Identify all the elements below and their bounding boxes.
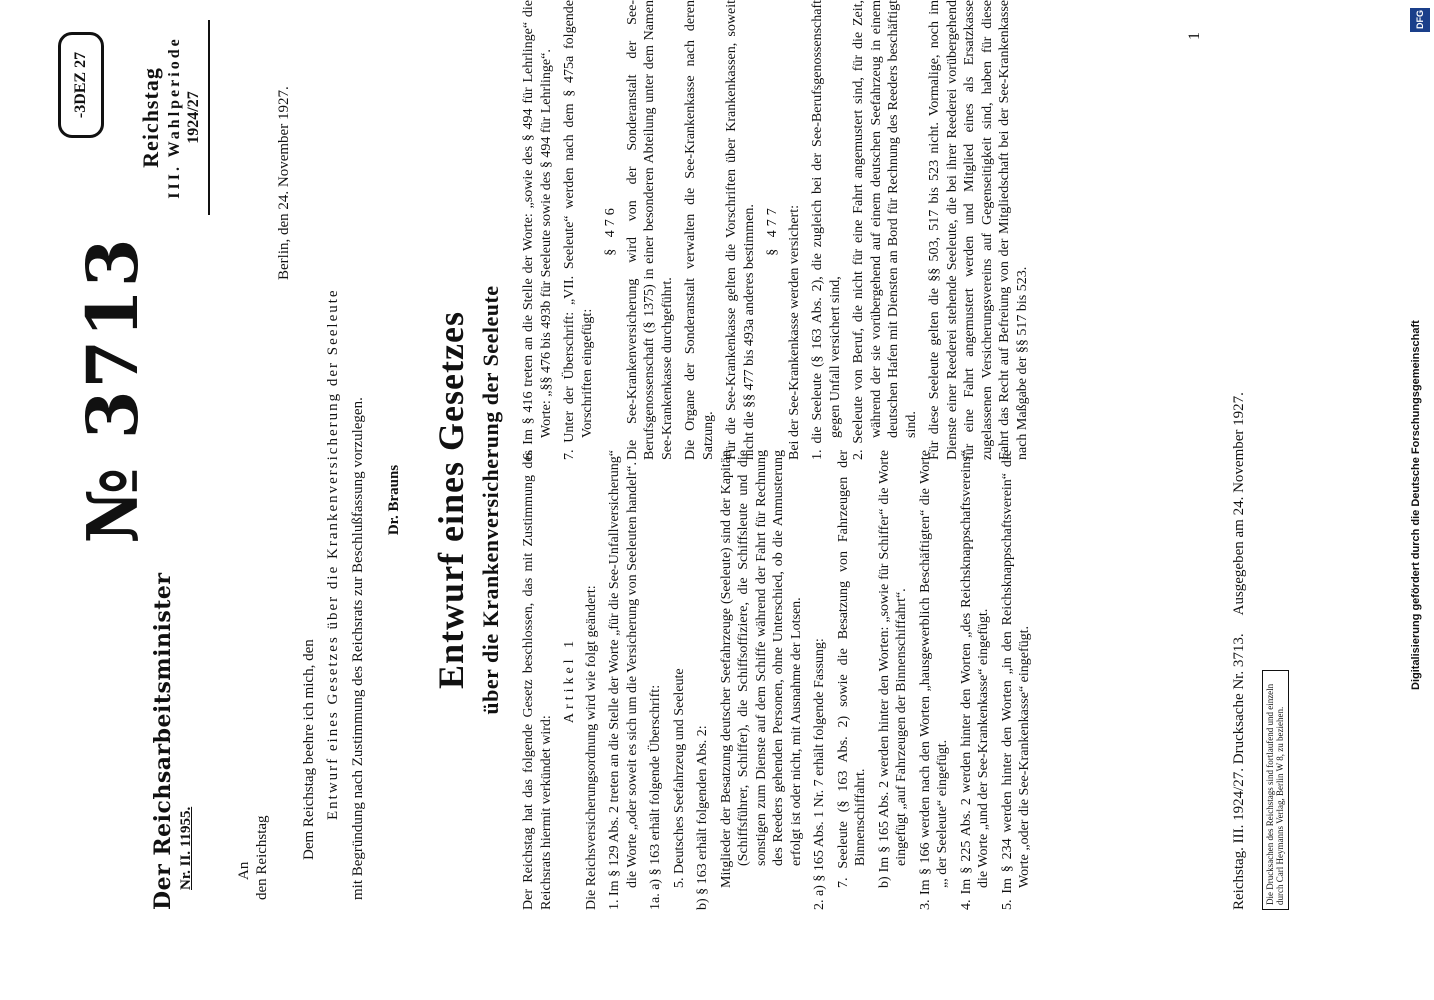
dfg-logo: DFG <box>1410 8 1430 32</box>
list-item: 4. Im § 225 Abs. 2 werden hinter den Worten „des Reichsknappschaftsvereins“ die Worte „und der See-Krankenkasse“ eingefügt. <box>958 450 991 910</box>
intro-line-1: Dem Reichstag beehre ich mich, den <box>301 639 317 860</box>
document-subtitle: über die Krankenversicherung der Seeleute <box>478 285 503 715</box>
list-item: 1a. a) § 163 erhält folgende Überschrift: <box>648 684 663 910</box>
footer-note-box: Die Drucksachen des Reichstags sind fortlaufend und einzeln durch Carl Heymanns Verlag, Berlin W 8, zu beziehen. <box>1262 670 1289 910</box>
footer-reference: Reichstag. III. 1924/27. Drucksache Nr. 3713. <box>1231 633 1247 910</box>
list-item: 7. Unter der Überschrift: „VII. Seeleute“ werden nach dem § 475a folgende Vorschriften eingefügt: <box>562 0 595 460</box>
digitization-sidebar <box>1404 0 1434 1000</box>
years-label: 1924/27 <box>185 91 203 144</box>
section-heading: § 476 <box>603 204 618 256</box>
intro-line-3: mit Begründung nach Zustimmung des Reichsrats zur Beschlußfassung vorzulegen. <box>349 397 366 900</box>
footer-note-row <box>1262 10 1289 910</box>
list-item: 7. Seeleute (§ 163 Abs. 2) sowie die Besatzung von Fahrzeugen der Binnenschiffahrt. <box>835 450 868 888</box>
preamble: Der Reichstag hat das folgende Gesetz beschlossen, das mit Zustimmung des Reichsrats hiermit verkündet wird: <box>521 450 554 910</box>
left-column <box>520 450 1040 910</box>
list-item: b) § 163 erhält folgenden Abs. 2: <box>695 725 710 910</box>
document-number: № 3713 <box>71 236 154 544</box>
list-item: 5. Im § 234 werden hinter den Worten „in den Reichsknappschaftsverein“ die Worte „oder die See-Krankenkasse“ eingefügt. <box>999 450 1032 910</box>
article-heading: Artikel 1 <box>562 636 577 724</box>
date-line: Berlin, den 24. November 1927. <box>276 86 292 280</box>
list-item: b) Im § 165 Abs. 2 werden hinter den Worten: „sowie für Schiffer“ die Worte eingefügt „auf Fahrzeugen der Binnenschiffahrt“. <box>876 450 909 888</box>
digitization-note: Digitalisierung gefördert durch die Deutsche Forschungsgemeinschaft <box>1410 320 1422 690</box>
footer <box>1230 10 1248 910</box>
intro-text <box>300 40 373 900</box>
list-item: 5. Deutsches Seefahrzeug und Seeleute <box>671 668 687 888</box>
list-item: 6. Im § 416 treten an die Stelle der Worte: „sowie des § 494 für Lehrlinge“ die Worte: „§§ 476 bis 493b für Seeleute sowie des § 494 für Lehrlinge“. <box>521 0 554 460</box>
ministry-header <box>150 550 195 910</box>
list-item: 1. die Seeleute (§ 163 Abs. 2), die zugleich bei der See-Berufsgenossenschaft gegen Unfall versichert sind, <box>810 0 843 460</box>
paragraph: Für diese Seeleute gelten die §§ 503, 517 bis 523 nicht. Vormalige, noch im Dienste einer Reederei stehende Seeleute, die bei ihrer Reederei vorübergehend für eine Fahrt angemustert werden und Mitglied eines als Ersatzkasse zugelassenen Versicherungsvereins auf Gegenseitigkeit sind, haben für diese Fahrt das Recht auf Befreiung von der Mitgliedschaft bei der See-Krankenkasse nach Maßgabe der §§ 517 bis 523. <box>927 0 1030 460</box>
date-stamp: -3DEZ 27 <box>58 32 104 138</box>
address-line-1: An <box>236 861 252 880</box>
list-item: 2. Seeleute von Beruf, die nicht für eine Fahrt angemustert sind, für die Zeit, während der sie vorübergehend auf einem deutschen Seefahrzeug in einem deutschen Hafen mit Diensten an Bord für Rechnung des Reeders beschäftigt sind. <box>851 0 919 460</box>
list-item: 1. Im § 129 Abs. 2 treten an die Stelle der Worte „für die See-Unfallversicherung“ die Worte „oder soweit es sich um die Versicherung von Seeleuten handelt“. <box>607 450 640 910</box>
list-item: Mitglieder der Besatzung deutscher Seefahrzeuge (Seeleute) sind der Kapitän (Schiffsführer, Schiffer), die Schiffsoffiziere, die Schiffsleute und die sonstigen zum Dienste auf dem Schiffe während der Fahrt für Rechnung des Reeders gehenden Personen, ohne Unterschied, ob die Anmusterung erfolgt ist oder nicht, mit Ausnahme der Lotsen. <box>718 450 804 888</box>
signature: Dr. Brauns <box>386 464 402 536</box>
paragraph: Die Reichsversicherungsordnung wird wie folgt geändert: <box>583 585 599 910</box>
file-number: Nr. II. 11955. <box>177 806 194 890</box>
paragraph: Die See-Krankenversicherung wird von der Sonderanstalt der See-Berufsgenossenschaft (§ 1375) in einer besonderen Abteilung unter dem Namen See-Krankenkasse durchgeführt. <box>624 0 675 460</box>
reichstag-label: Reichstag <box>138 67 163 168</box>
right-column <box>520 0 1037 460</box>
footer-issued: Ausgegeben am 24. November 1927. <box>1231 392 1247 616</box>
address-block <box>235 600 272 900</box>
list-item: 3. Im § 166 werden nach den Worten „hausgewerblich Beschäftigten“ die Worte „, der Seeleute“ eingefügt. <box>917 450 950 910</box>
section-heading: § 477 <box>765 204 780 256</box>
paragraph: Die Organe der Sonderanstalt verwalten die See-Krankenkasse nach deren Satzung. <box>683 0 716 460</box>
list-item: 2. a) § 165 Abs. 1 Nr. 7 erhält folgende Fassung: <box>812 638 827 910</box>
ministry-name: Der Reichsarbeitsminister <box>150 572 176 910</box>
page-number: 1 <box>1186 32 1203 40</box>
period-label: III. Wahlperiode <box>165 36 183 199</box>
intro-line-2: Entwurf eines Gesetzes über die Krankenversicherung der Seeleute <box>325 288 342 820</box>
document-title: Entwurf eines Gesetzes <box>431 311 471 689</box>
paragraph: Bei der See-Krankenkasse werden versichert: <box>786 204 802 460</box>
address-line-2: den Reichstag <box>254 815 271 900</box>
paragraph: Für die See-Krankenkasse gelten die Vorschriften über Krankenkassen, soweit nicht die §§ 477 bis 493a anderes bestimmen. <box>724 0 757 460</box>
